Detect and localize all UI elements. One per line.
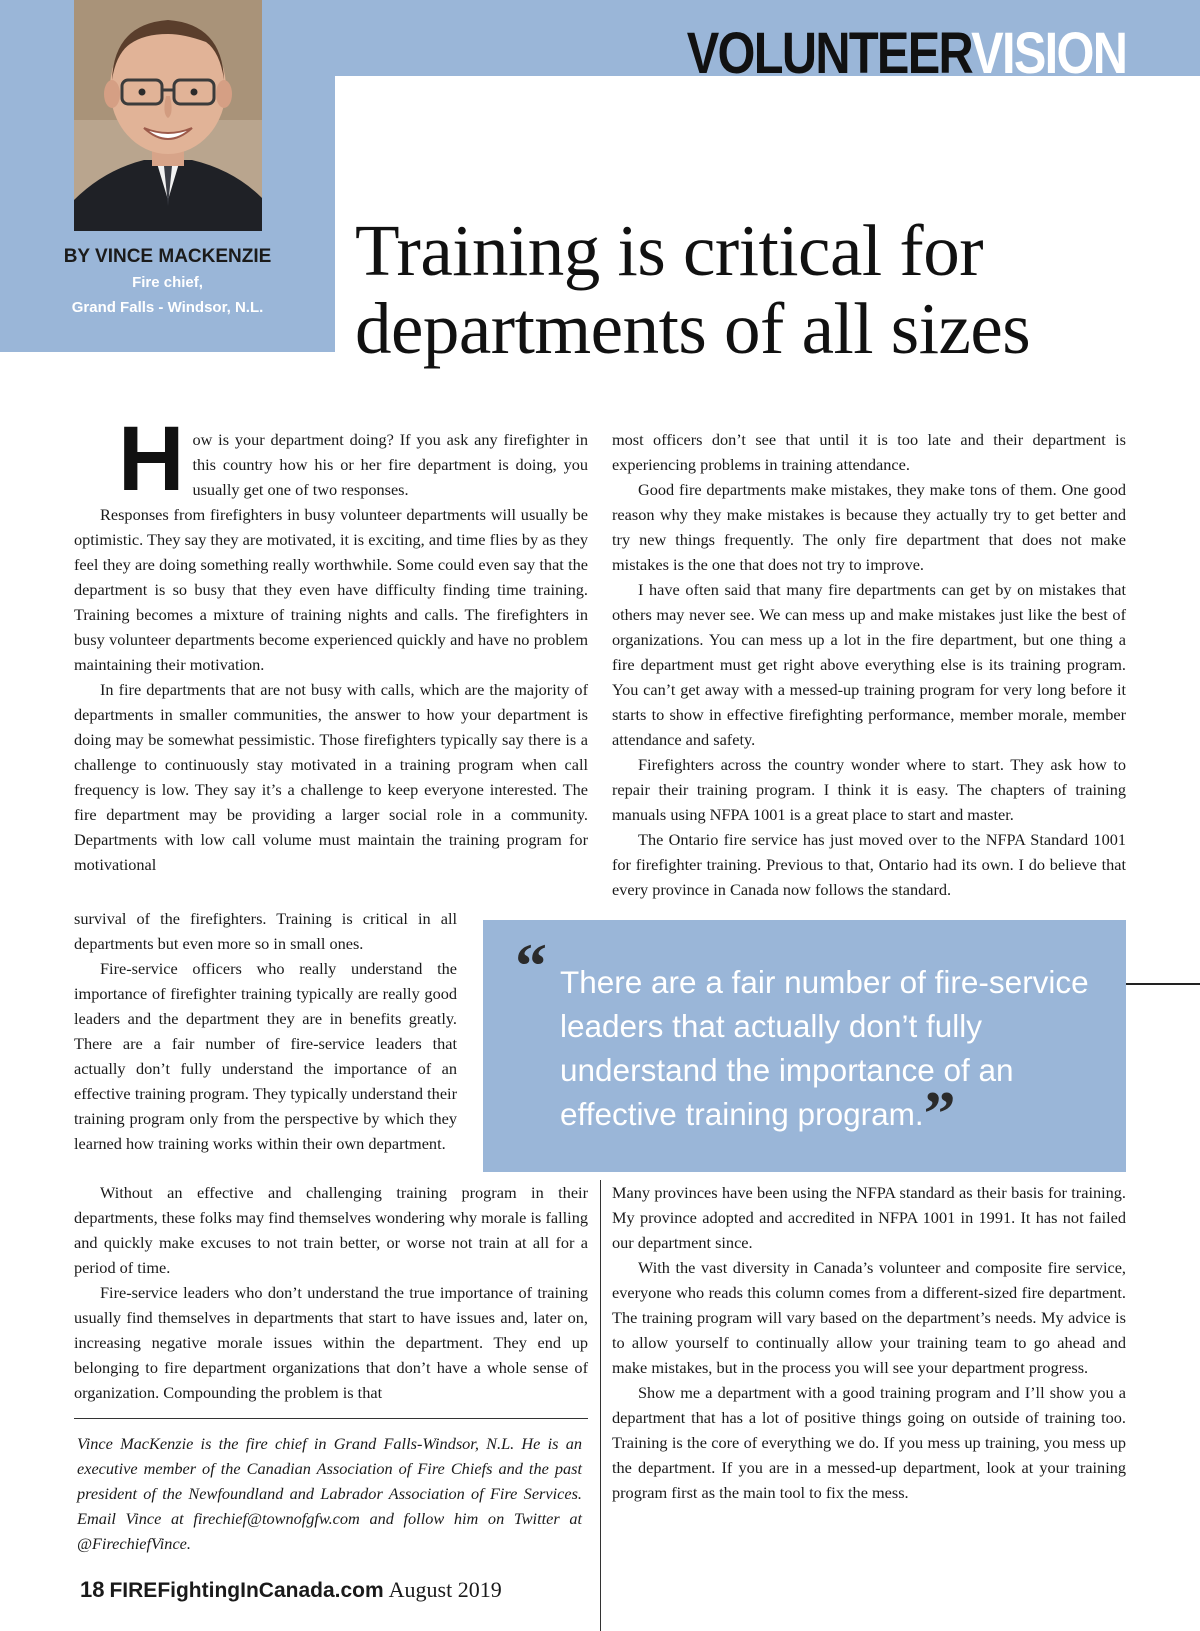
paragraph-r3: I have often said that many fire departments can get by on mistakes that others may never see. We can mess up and make mistakes just like the best of organizations. You can mess up a lot in the fire department, but one thing a fire department must get right above everything else is its training program. You can’t get away with a messed-up training program for very long before it starts to show in effective firefighting performance, member morale, member attendance and safety. <box>612 580 1126 749</box>
paragraph-1-text: ow is your department doing? If you ask any firefighter in this country how his or her fire department is doing, you usually get one of two responses. <box>192 430 588 499</box>
left-column-top <box>74 408 588 877</box>
right-column-bottom <box>612 1180 1126 1505</box>
paragraph-r6: Many provinces have been using the NFPA standard as their basis for training. My province adopted and accredited in NFPA 1001 in 1991. It has not failed our department since. <box>612 1183 1126 1252</box>
close-quote-mark: ” <box>923 1078 956 1149</box>
paragraph-2: Responses from firefighters in busy volunteer departments will usually be optimistic. They say they are motivated, it is exciting, and time flies by as they feel they are doing something really worthwhile. Some could even say that the department is so busy that they even have difficulty finding time training. Training becomes a mixture of training nights and calls. The firefighters in busy volunteer departments become experienced quickly and have no problem maintaining their motivation. <box>74 505 588 674</box>
pull-quote <box>483 920 1126 1172</box>
headline-line-1: Training is critical for <box>355 210 983 291</box>
article-headline <box>355 212 1030 368</box>
paragraph-r4: Firefighters across the country wonder where to start. They ask how to repair their training program. I think it is easy. The chapters of training manuals using NFPA 1001 is a great place to start and master. <box>612 755 1126 824</box>
paragraph-5: Without an effective and challenging training program in their departments, these folks may find themselves wondering why morale is falling and quickly make excuses to not train better, or worse not train at all for a period of time. <box>74 1183 588 1277</box>
paragraph-r5: The Ontario fire service has just moved over to the NFPA Standard 1001 for firefighter training. Previous to that, Ontario had its own. I do believe that every province in Canada now follows the standard. <box>612 830 1126 899</box>
paragraph-r2: Good fire departments make mistakes, they make tons of them. One good reason why they make mistakes is because they actually try to get better and try new things frequently. The only fire department that does not make mistakes is the one that does not try to improve. <box>612 480 1126 574</box>
headline-line-2: departments of all sizes <box>355 288 1031 369</box>
bio-divider <box>74 1418 588 1419</box>
pull-quote-rule <box>1126 983 1200 985</box>
column-divider <box>600 1180 601 1631</box>
website: FIREFightingInCanada.com <box>109 1579 384 1602</box>
section-title <box>686 22 1126 86</box>
page-number: 18 <box>80 1577 105 1602</box>
paragraph-1 <box>74 408 588 510</box>
byline <box>0 244 335 320</box>
pull-quote-body <box>560 960 1100 1149</box>
author-title: Fire chief, <box>132 274 203 291</box>
paragraph-r7: With the vast diversity in Canada’s volunteer and composite fire service, everyone who reads this column comes from a different-sized fire department. The training program will vary based on the department’s needs. My advice is to allow yourself to continually allow your training team to go ahead and make mistakes, but in the process you will see your department progress. <box>612 1258 1126 1377</box>
right-column-top <box>612 427 1126 902</box>
paragraph-3-continued: survival of the firefighters. Training is critical in all departments but even more so in small ones. <box>74 909 457 953</box>
left-column-bottom <box>74 1180 588 1405</box>
paragraph-r8: Show me a department with a good training program and I’ll show you a department that has a lot of positive things going on outside of training too. Training is the core of everything we do. If you mess up training, you mess up the department. If you are in a messed-up department, look at your training program first as the main tool to fix the mess. <box>612 1383 1126 1502</box>
open-quote-mark: “ <box>515 930 547 1001</box>
issue-date: August 2019 <box>388 1577 502 1602</box>
author-name: BY VINCE MACKENZIE <box>63 246 272 267</box>
author-portrait-illustration <box>74 0 262 231</box>
paragraph-3: In fire departments that are not busy with calls, which are the majority of departments in smaller communities, the answer to how your department is doing may be somewhat pessimistic. Those firefighters typically say there is a challenge to continuously stay motivated in a training program when call frequency is low. They say it’s a challenge to keep everyone interested. The fire department may be providing a larger social role in a community. Departments with low call volume must maintain the training program for motivational <box>74 680 588 874</box>
section-title-word-2: VISION <box>970 21 1126 86</box>
author-photo <box>74 0 262 231</box>
paragraph-6: Fire-service leaders who don’t understand the true importance of training usually find themselves in departments that start to have issues and, later on, increasing negative morale issues within the department. They end up belonging to fire department organizations that don’t have a whole sense of organization. Compounding the problem is that <box>74 1283 588 1402</box>
paragraph-4: Fire-service officers who really understand the importance of firefighter training typically are really good leaders and the department they are in benefits greatly. There are a fair number of fire-service leaders that actually don’t fully understand the importance of an effective training program. They typically understand their training program only from the perspective by which they learned how training works within their own department. <box>74 959 457 1153</box>
paragraph-r1: most officers don’t see that until it is too late and their department is experiencing problems in training attendance. <box>612 430 1126 474</box>
left-column-narrow <box>74 906 457 1156</box>
author-bio: Vince MacKenzie is the fire chief in Grand Falls-Windsor, N.L. He is an executive member of the Canadian Association of Fire Chiefs and the past president of the Newfoundland and Labrador Association of Fire Services. Email Vince at firechief@townofgfw.com and follow him on Twitter at @FirechiefVince. <box>77 1434 582 1553</box>
page-footer <box>80 1577 502 1603</box>
pull-quote-text: There are a fair number of fire-service leaders that actually don’t fully understand the importance of an effective training program. <box>560 964 1089 1132</box>
author-location: Grand Falls - Windsor, N.L. <box>71 299 264 316</box>
drop-cap: H <box>118 408 185 510</box>
section-title-word-1: VOLUNTEER <box>686 21 971 86</box>
